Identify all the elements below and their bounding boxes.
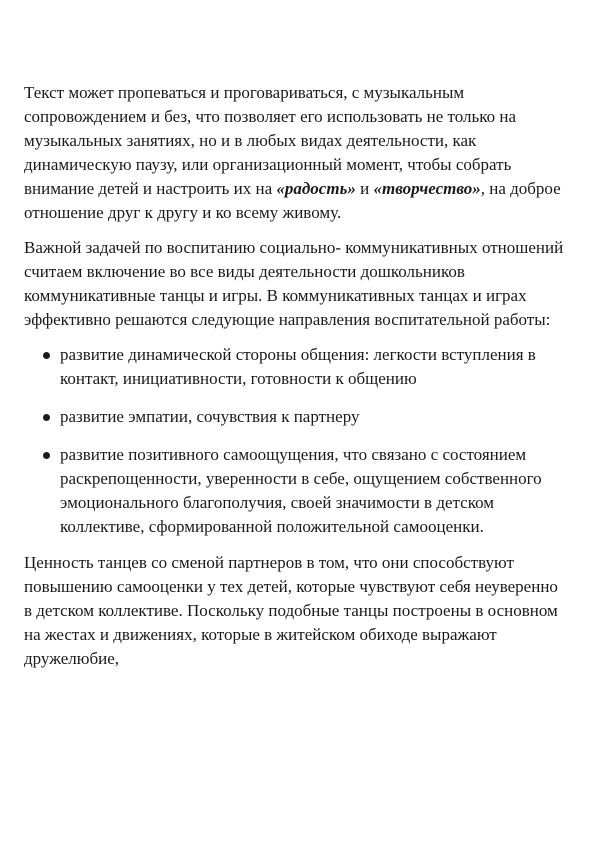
emphasis-creativity: «творчество» (373, 179, 481, 198)
list-item-text: развитие эмпатии, сочувствия к партнеру (60, 407, 360, 426)
list-item (24, 443, 564, 539)
bullet-list (24, 343, 564, 539)
paragraph-intro-conjunction: и (355, 179, 374, 198)
document-page (24, 81, 564, 682)
list-item-text: развитие позитивного самоощущения, что связано с состоянием раскрепощенности, уверенности в себе, ощущением собственного эмоционального благополучия, своей значимости в детском коллективе, сформированной положительной самооценки. (60, 445, 542, 536)
bullet-dot-icon (43, 452, 50, 459)
list-item-text: развитие динамической стороны общения: легкости вступления в контакт, инициативности, готовности к общению (60, 345, 536, 388)
list-item (24, 405, 564, 429)
paragraph-intro-text: Текст может пропеваться и проговариваться, с музыкальным сопровождением и без, что позволяет его использовать не только на музыкальных занятиях, но и в любых видах деятельности, как динамическую паузу, или организационный момент, чтобы собрать внимание детей и настроить их на (24, 83, 517, 198)
list-item (24, 343, 564, 391)
paragraph-value: Ценность танцев со сменой партнеров в том, что они способствуют повышению самооценки у тех детей, которые чувствуют себя неуверенно в детском коллективе. Поскольку подобные танцы построены в основном на жестах и движениях, которые в житейском обиходе выражают дружелюбие, (24, 553, 558, 668)
paragraph-tasks: Важной задачей по воспитанию социально- коммуникативных отношений считаем включение во все виды деятельности дошкольников коммуникативные танцы и игры. В коммуникативных танцах и играх эффективно решаются следующие направления воспитательной работы: (24, 238, 564, 329)
emphasis-joy: «радость» (276, 179, 356, 198)
bullet-dot-icon (43, 414, 50, 421)
paragraph-intro-ending: , на доброе отношение друг к другу и ко всему живому. (24, 179, 561, 222)
paragraph-intro (24, 81, 564, 225)
bullet-dot-icon (43, 352, 50, 359)
